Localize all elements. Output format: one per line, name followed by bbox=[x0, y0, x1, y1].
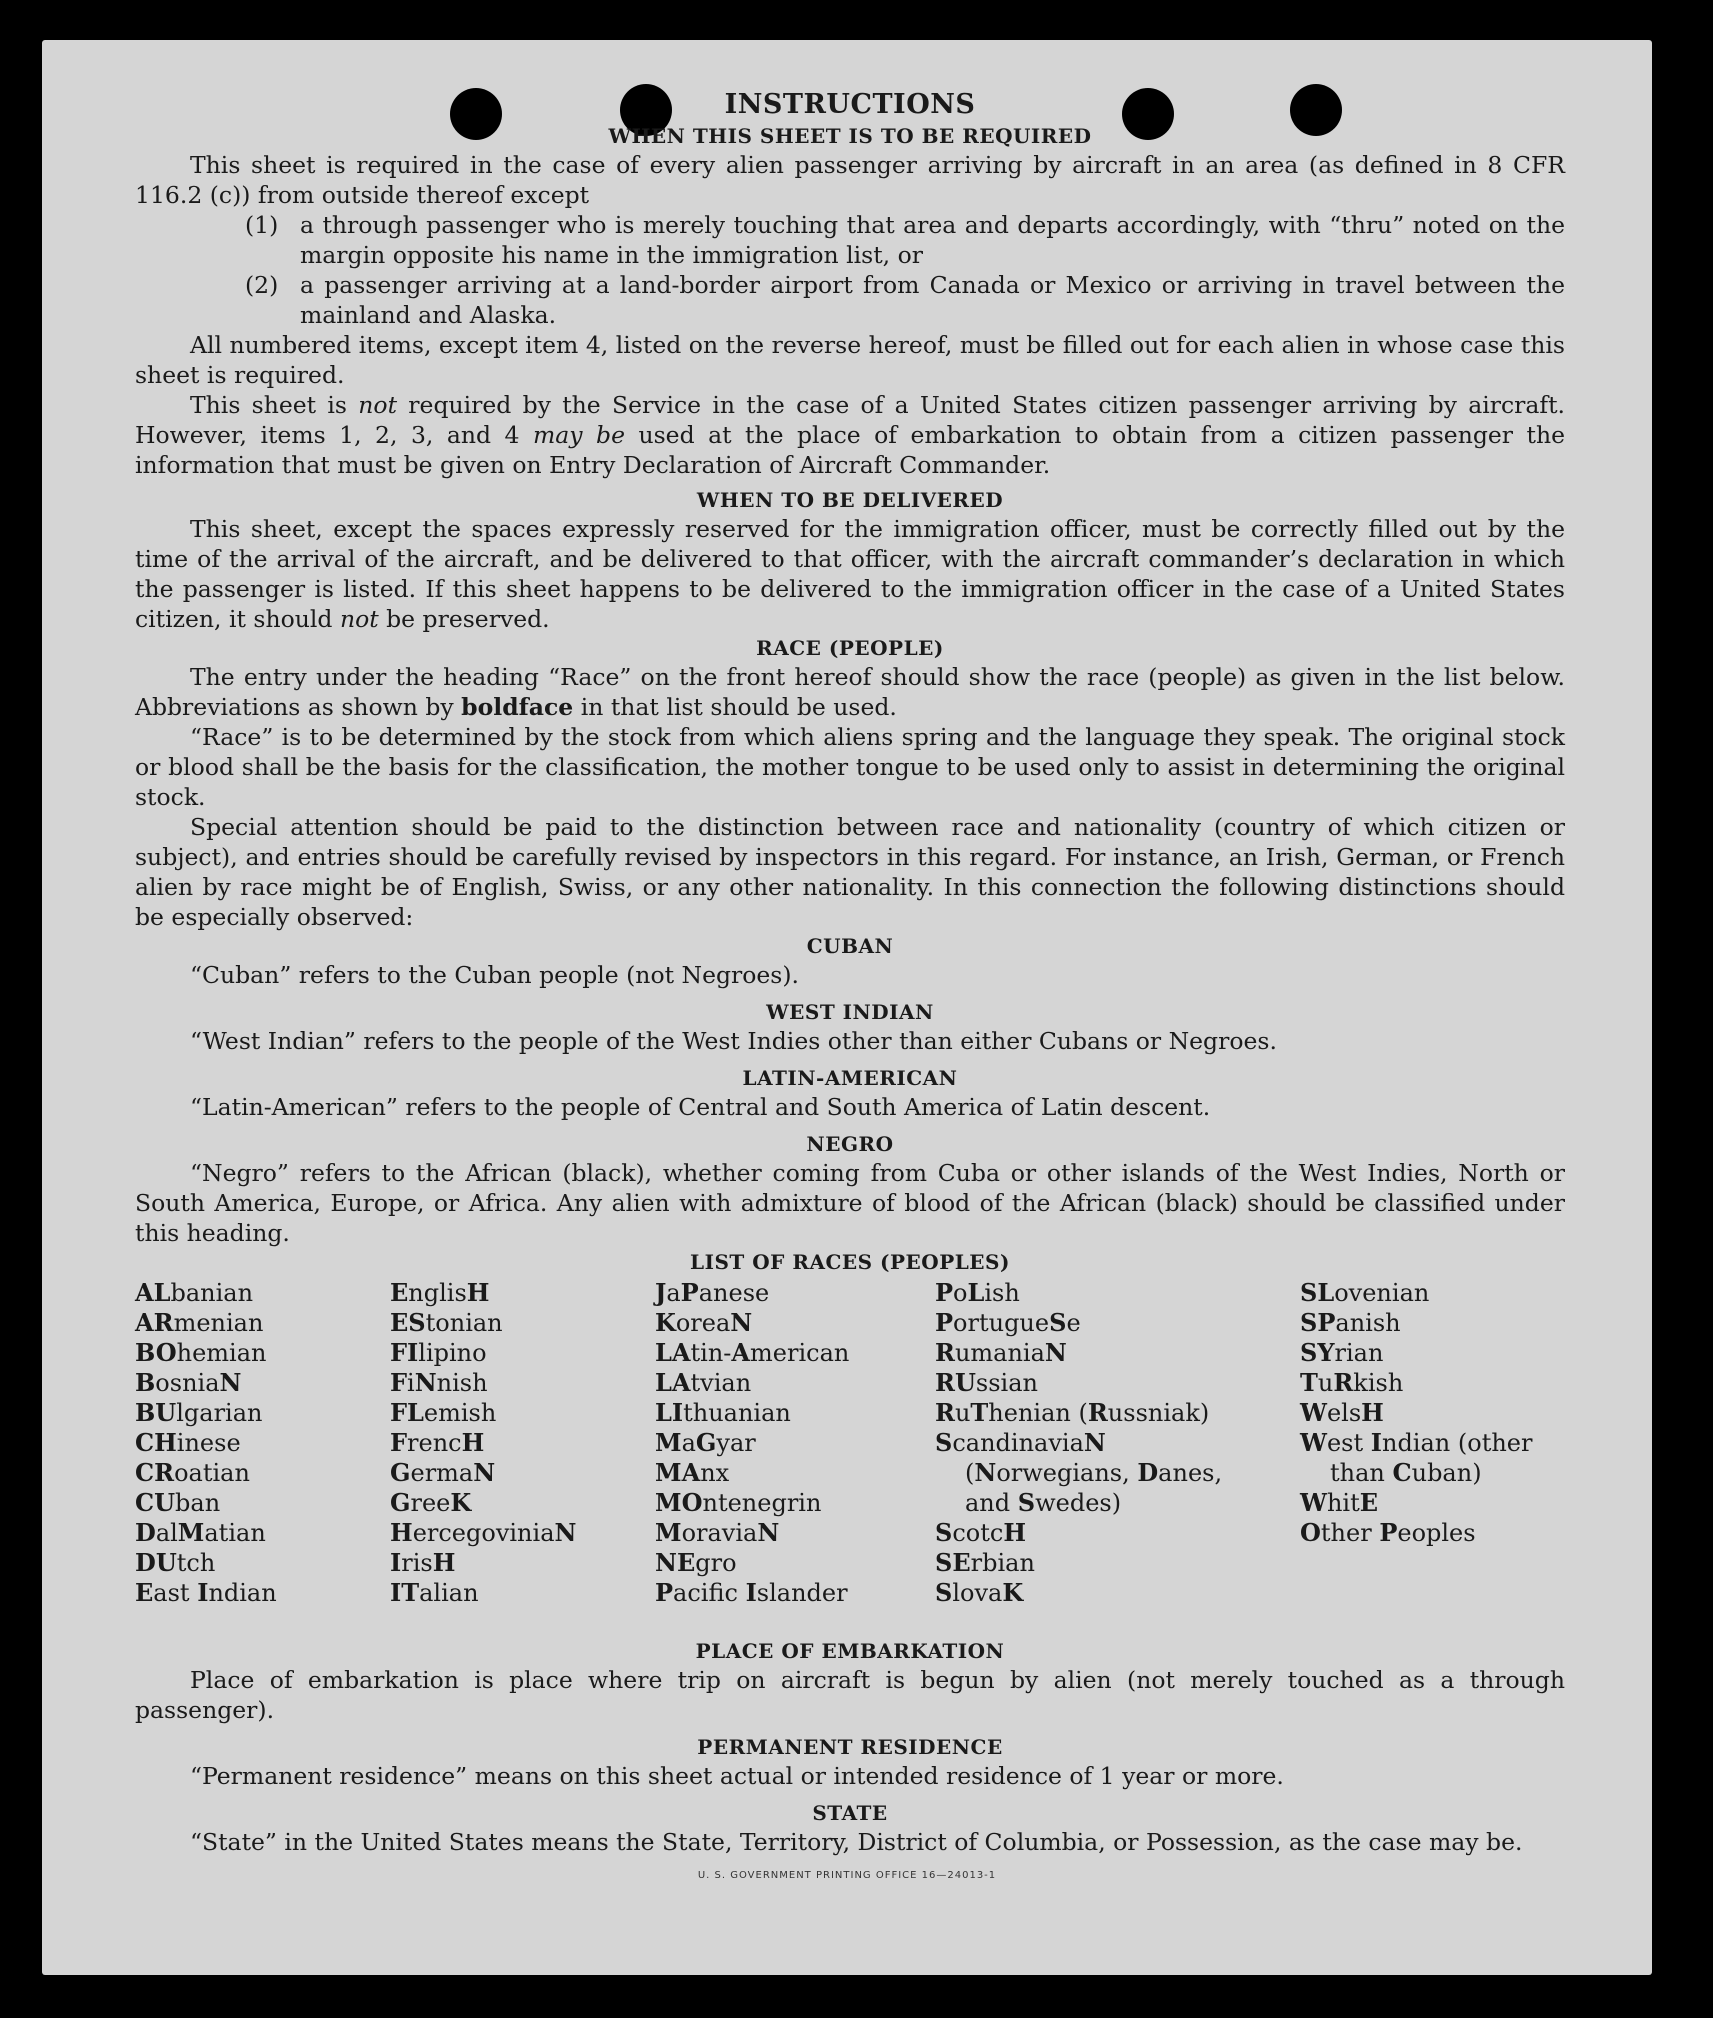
item-number: (1) bbox=[245, 211, 279, 239]
race-entry: WelsH bbox=[1300, 1398, 1384, 1427]
race-entry: Pacific Islander bbox=[655, 1578, 848, 1607]
race-entry: DUtch bbox=[135, 1548, 216, 1577]
race-entry: SYrian bbox=[1300, 1338, 1384, 1367]
definition: “Cuban” refers to the Cuban people (not Negroes). bbox=[190, 961, 800, 989]
race-entry: West Indian (other than Cuban) bbox=[1300, 1428, 1533, 1487]
text-span: This sheet, except the spaces expressly reserved for the immigration officer, must be correctly filled out by the time of the arrival of the aircraft, and be delivered to that officer, with the aircraft commander’s declaration in which the passenger is listed. If this sheet happens to be delivered to the immigration officer in the case of a United States citizen, it should bbox=[135, 515, 1565, 633]
item-text: a passenger arriving at a land-border airport from Canada or Mexico or arriving in travel between the mainland and Alaska. bbox=[300, 271, 1565, 329]
paragraph bbox=[135, 390, 1565, 480]
section-title-delivered: WHEN TO BE DELIVERED bbox=[696, 488, 1004, 512]
race-entry: RuThenian (Russniak) bbox=[935, 1398, 1210, 1427]
text-span: be preserved. bbox=[378, 605, 550, 633]
race-entry: BosniaN bbox=[135, 1368, 242, 1397]
section-title-required: WHEN THIS SHEET IS TO BE REQUIRED bbox=[608, 124, 1092, 148]
race-entry: LAtin-American bbox=[655, 1338, 850, 1367]
race-entry: ALbanian bbox=[135, 1278, 254, 1307]
section-title-negro: NEGRO bbox=[806, 1132, 894, 1156]
race-entry: FLemish bbox=[390, 1398, 497, 1427]
race-entry: HercegoviniaN bbox=[390, 1518, 577, 1547]
race-column bbox=[1300, 1278, 1565, 1548]
paragraph: Place of embarkation is place where trip on aircraft is begun by alien (not merely touched as a through passenger). bbox=[135, 1666, 1565, 1724]
race-entry: MoraviaN bbox=[655, 1518, 780, 1547]
text-span: The entry under the heading “Race” on the front hereof should show the race (people) as given in the list below. Abbreviations as shown by bbox=[135, 663, 1565, 721]
race-entry: RumaniaN bbox=[935, 1338, 1067, 1367]
section-title-list-of-races: LIST OF RACES (PEOPLES) bbox=[690, 1250, 1010, 1274]
section-title-residence: PERMANENT RESIDENCE bbox=[697, 1735, 1003, 1759]
race-entry: CHinese bbox=[135, 1428, 241, 1457]
race-column bbox=[935, 1278, 1235, 1608]
race-entry: CRoatian bbox=[135, 1458, 250, 1487]
race-entry: SPanish bbox=[1300, 1308, 1401, 1337]
race-column bbox=[655, 1278, 915, 1608]
paragraph: “Race” is to be determined by the stock from which aliens spring and the language they speak. The original stock or blood shall be the basis for the classification, the mother tongue to be used only to assist in determining the original stock. bbox=[135, 723, 1565, 811]
race-entry: Other Peoples bbox=[1300, 1518, 1476, 1547]
paragraph bbox=[135, 514, 1565, 634]
emphasis: not bbox=[339, 605, 379, 633]
race-entry: ScandinaviaN (Norwegians, Danes, and Swedes) bbox=[935, 1428, 1223, 1517]
race-entry: GermaN bbox=[390, 1458, 496, 1487]
race-entry: MAnx bbox=[655, 1458, 730, 1487]
page-title: INSTRUCTIONS bbox=[724, 89, 976, 120]
race-entry: EnglisH bbox=[390, 1278, 490, 1307]
item-text: a through passenger who is merely touching that area and departs accordingly, with “thru” noted on the margin opposite his name in the immigration list, or bbox=[300, 211, 1565, 269]
race-entry: MaGyar bbox=[655, 1428, 756, 1457]
race-entry: FiNnish bbox=[390, 1368, 488, 1397]
paragraph: “State” in the United States means the State, Territory, District of Columbia, or Possession, as the case may be. bbox=[190, 1828, 1523, 1856]
exception-item bbox=[245, 210, 1565, 270]
race-entry: PoLish bbox=[935, 1278, 1020, 1307]
printing-office-imprint: U. S. GOVERNMENT PRINTING OFFICE 16—24013-1 bbox=[697, 1870, 997, 1881]
race-entry: NEgro bbox=[655, 1548, 737, 1577]
race-entry: SlovaK bbox=[935, 1578, 1024, 1607]
definition: “Latin-American” refers to the people of Central and South America of Latin descent. bbox=[190, 1093, 1211, 1121]
definition: “Permanent residence” means on this sheet actual or intended residence of 1 year or more. bbox=[190, 1762, 1284, 1790]
race-entry: BUlgarian bbox=[135, 1398, 263, 1427]
paragraph: All numbered items, except item 4, listed on the reverse hereof, must be filled out for each alien in whose case this sheet is required. bbox=[135, 331, 1565, 389]
race-entry: BOhemian bbox=[135, 1338, 267, 1367]
race-entry: LAtvian bbox=[655, 1368, 752, 1397]
section-title-state: STATE bbox=[812, 1801, 888, 1825]
exception-item bbox=[245, 270, 1565, 330]
race-entry: FrencH bbox=[390, 1428, 485, 1457]
race-entry: EStonian bbox=[390, 1308, 503, 1337]
race-entry: MOntenegrin bbox=[655, 1488, 822, 1517]
race-entry: IrisH bbox=[390, 1548, 456, 1577]
race-entry: ScotcH bbox=[935, 1518, 1027, 1547]
text-span: required by the Service in the case of a United States citizen passenger arriving by aircraft. However, items 1, 2, 3, and 4 bbox=[135, 391, 1565, 449]
race-list bbox=[135, 1278, 1565, 1633]
bold-text: boldface bbox=[461, 693, 574, 721]
paragraph: This sheet is required in the case of every alien passenger arriving by aircraft in an area (as defined in 8 CFR 116.2 (c)) from outside thereof except bbox=[135, 151, 1565, 209]
paragraph bbox=[135, 662, 1565, 722]
emphasis: not bbox=[358, 391, 398, 419]
race-entry: JaPanese bbox=[655, 1278, 770, 1307]
race-entry: GreeK bbox=[390, 1488, 472, 1517]
section-title-race: RACE (PEOPLE) bbox=[756, 636, 944, 660]
paragraph: Special attention should be paid to the distinction between race and nationality (country of which citizen or subject), and entries should be carefully revised by inspectors in this regard. For instance, an Irish, German, or French alien by race might be of English, Swiss, or any other nationality. In this connection the following distinctions should be especially observed: bbox=[135, 813, 1565, 931]
race-entry: WhitE bbox=[1300, 1488, 1379, 1517]
emphasis: may be bbox=[532, 421, 625, 449]
race-entry: ITalian bbox=[390, 1578, 479, 1607]
text-span: in that list should be used. bbox=[573, 693, 897, 721]
race-column bbox=[135, 1278, 365, 1608]
race-entry: KoreaN bbox=[655, 1308, 753, 1337]
race-entry: SLovenian bbox=[1300, 1278, 1430, 1307]
race-entry: CUban bbox=[135, 1488, 221, 1517]
section-title-west-indian: WEST INDIAN bbox=[766, 1000, 934, 1024]
race-column bbox=[390, 1278, 630, 1608]
race-entry: PortugueSe bbox=[935, 1308, 1081, 1337]
section-title-cuban: CUBAN bbox=[806, 934, 894, 958]
instructions-body bbox=[135, 88, 1565, 1857]
section-title-latin-american: LATIN-AMERICAN bbox=[742, 1066, 958, 1090]
race-entry: East Indian bbox=[135, 1578, 277, 1607]
race-entry: SErbian bbox=[935, 1548, 1035, 1577]
race-entry: LIthuanian bbox=[655, 1398, 791, 1427]
race-entry: DalMatian bbox=[135, 1518, 266, 1547]
item-number: (2) bbox=[245, 271, 279, 299]
race-entry: TuRkish bbox=[1300, 1368, 1404, 1397]
text-span: used at the place of embarkation to obtain from a citizen passenger the information that must be given on Entry Declaration of Aircraft Commander. bbox=[135, 421, 1566, 479]
race-entry: FIlipino bbox=[390, 1338, 487, 1367]
paragraph: “Negro” refers to the African (black), whether coming from Cuba or other islands of the West Indies, North or South America, Europe, or Africa. Any alien with admixture of blood of the African (black) should be classified under this heading. bbox=[135, 1159, 1565, 1247]
definition: “West Indian” refers to the people of the West Indies other than either Cubans or Negroes. bbox=[190, 1027, 1277, 1055]
text-span: This sheet is bbox=[190, 391, 359, 419]
race-entry: RUssian bbox=[935, 1368, 1038, 1397]
section-title-embarkation: PLACE OF EMBARKATION bbox=[695, 1639, 1005, 1663]
race-entry: ARmenian bbox=[135, 1308, 264, 1337]
document-sheet bbox=[42, 40, 1652, 1975]
